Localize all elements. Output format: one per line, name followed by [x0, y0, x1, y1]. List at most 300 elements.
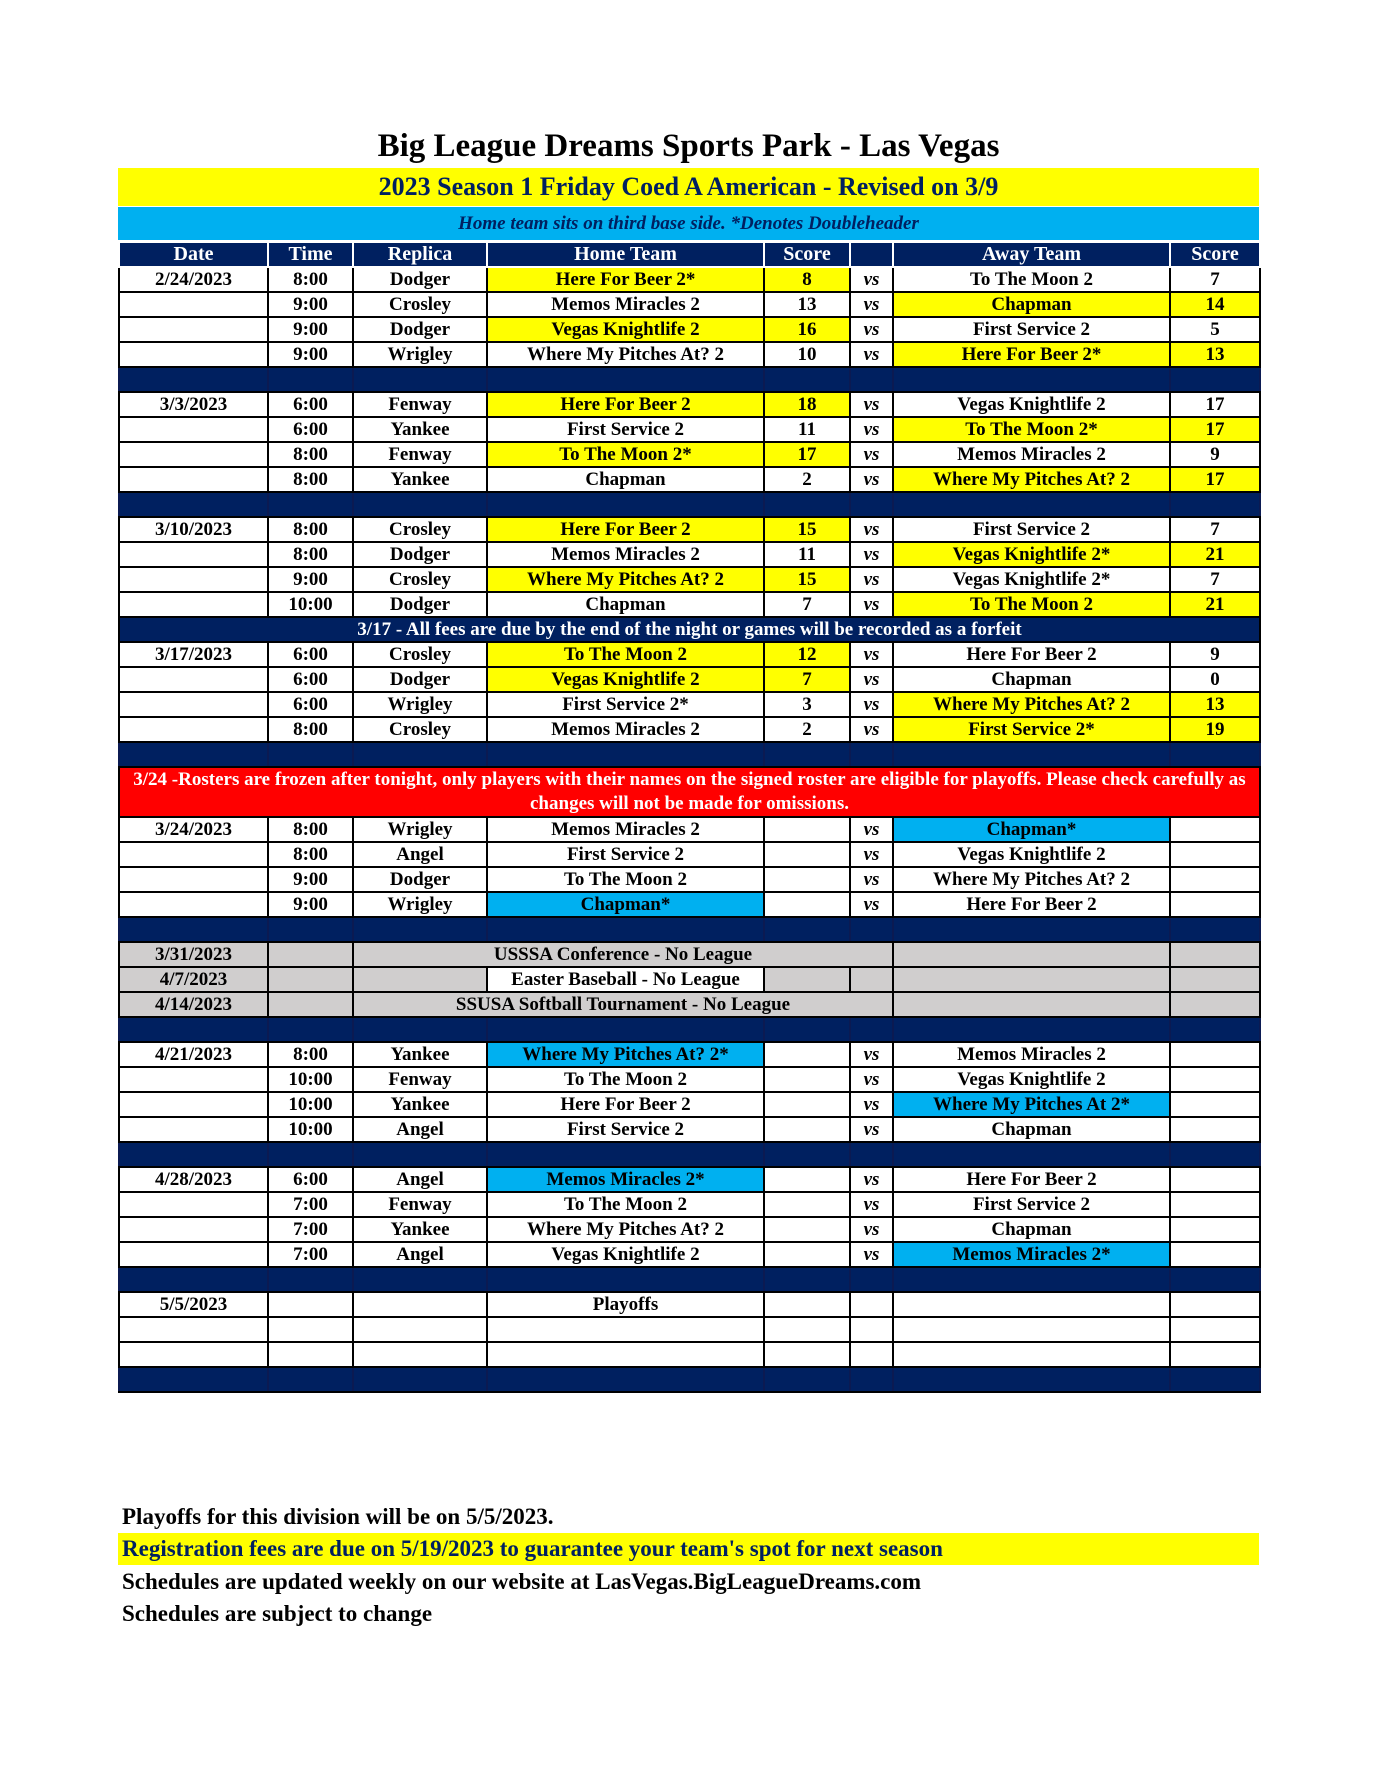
away-score: 21 — [1170, 592, 1260, 617]
vs-label: vs — [850, 567, 893, 592]
score-cell — [1170, 992, 1260, 1017]
vs-label: vs — [850, 817, 893, 842]
game-date: 3/31/2023 — [119, 942, 268, 967]
game-date: 5/5/2023 — [119, 1292, 268, 1317]
away-team: Chapman* — [893, 817, 1170, 842]
field-replica: Yankee — [353, 1217, 487, 1242]
footer-registration-note: Registration fees are due on 5/19/2023 to guarantee your team's spot for next season — [118, 1533, 1259, 1565]
footer-website-note: Schedules are updated weekly on our website at LasVegas.BigLeagueDreams.com — [122, 1569, 922, 1594]
game-date — [119, 542, 268, 567]
game-row — [119, 867, 1260, 892]
vs-label: vs — [850, 392, 893, 417]
game-date: 3/17/2023 — [119, 642, 268, 667]
home-team: To The Moon 2 — [487, 1192, 764, 1217]
away-score — [1170, 1042, 1260, 1067]
game-row — [119, 342, 1260, 367]
away-score: 17 — [1170, 467, 1260, 492]
game-row — [119, 1292, 1260, 1317]
field-replica: Wrigley — [353, 692, 487, 717]
home-score — [764, 867, 850, 892]
fee-notice-row — [119, 617, 1260, 642]
game-time — [268, 1317, 353, 1342]
separator-cell — [764, 1367, 850, 1392]
game-time: 8:00 — [268, 517, 353, 542]
time-cell — [268, 942, 353, 967]
separator-cell — [893, 917, 1170, 942]
home-score — [764, 1042, 850, 1067]
vs-label: vs — [850, 342, 893, 367]
field-replica: Crosley — [353, 517, 487, 542]
home-score — [764, 1217, 850, 1242]
home-score: 3 — [764, 692, 850, 717]
no-league-row — [119, 992, 1260, 1017]
vs-label: vs — [850, 1242, 893, 1267]
separator-cell — [850, 367, 893, 392]
game-date — [119, 1092, 268, 1117]
separator-cell — [353, 1267, 487, 1292]
game-row — [119, 417, 1260, 442]
away-score — [1170, 842, 1260, 867]
no-league-row — [119, 942, 1260, 967]
week-separator-row — [119, 917, 1260, 942]
vs-label: vs — [850, 1117, 893, 1142]
no-league-text: USSSA Conference - No League — [353, 942, 893, 967]
away-team: Vegas Knightlife 2* — [893, 542, 1170, 567]
home-score: 17 — [764, 442, 850, 467]
home-score: 11 — [764, 417, 850, 442]
home-score — [764, 1317, 850, 1342]
away-team: First Service 2 — [893, 317, 1170, 342]
header-away-team: Away Team — [893, 242, 1170, 267]
season-banner: 2023 Season 1 Friday Coed A American - Revised on 3/9 — [118, 168, 1259, 206]
game-date — [119, 317, 268, 342]
field-replica: Crosley — [353, 717, 487, 742]
home-team: Where My Pitches At? 2 — [487, 567, 764, 592]
away-score — [1170, 1292, 1260, 1317]
home-team: Here For Beer 2 — [487, 392, 764, 417]
game-time: 6:00 — [268, 392, 353, 417]
away-score: 7 — [1170, 267, 1260, 292]
field-replica: Dodger — [353, 317, 487, 342]
vs-label: vs — [850, 867, 893, 892]
home-team: First Service 2* — [487, 692, 764, 717]
separator-cell — [850, 1367, 893, 1392]
no-league-row — [119, 967, 1260, 992]
game-date — [119, 442, 268, 467]
game-date: 2/24/2023 — [119, 267, 268, 292]
vs-label: vs — [850, 1217, 893, 1242]
field-replica: Yankee — [353, 1092, 487, 1117]
vs-label: vs — [850, 542, 893, 567]
game-row — [119, 1042, 1260, 1067]
game-time: 6:00 — [268, 667, 353, 692]
separator-cell — [1170, 917, 1260, 942]
separator-cell — [268, 1142, 353, 1167]
home-team: To The Moon 2 — [487, 1067, 764, 1092]
away-team: Vegas Knightlife 2 — [893, 392, 1170, 417]
home-score: 8 — [764, 267, 850, 292]
home-score — [764, 1292, 850, 1317]
separator-cell — [850, 1267, 893, 1292]
game-date: 4/7/2023 — [119, 967, 268, 992]
away-score — [1170, 1242, 1260, 1267]
home-score: 10 — [764, 342, 850, 367]
week-separator-row — [119, 1017, 1260, 1042]
separator-cell — [1170, 492, 1260, 517]
separator-cell — [268, 1267, 353, 1292]
separator-cell — [119, 492, 268, 517]
home-team: To The Moon 2* — [487, 442, 764, 467]
separator-cell — [268, 492, 353, 517]
field-replica: Wrigley — [353, 817, 487, 842]
week-separator-row — [119, 1142, 1260, 1167]
game-date: 4/14/2023 — [119, 992, 268, 1017]
schedule-body — [119, 267, 1260, 1392]
vs-label: vs — [850, 667, 893, 692]
field-replica: Fenway — [353, 1192, 487, 1217]
game-time: 9:00 — [268, 867, 353, 892]
away-team: Chapman — [893, 1117, 1170, 1142]
vs-label: vs — [850, 317, 893, 342]
home-team: Vegas Knightlife 2 — [487, 1242, 764, 1267]
score-cell — [1170, 942, 1260, 967]
game-row — [119, 592, 1260, 617]
game-date — [119, 292, 268, 317]
header-away-score: Score — [1170, 242, 1260, 267]
home-score: 7 — [764, 667, 850, 692]
game-date — [119, 1242, 268, 1267]
game-row — [119, 817, 1260, 842]
game-row — [119, 267, 1260, 292]
game-time: 8:00 — [268, 842, 353, 867]
separator-cell — [487, 742, 764, 767]
game-time: 8:00 — [268, 542, 353, 567]
game-date — [119, 567, 268, 592]
home-team: Where My Pitches At? 2* — [487, 1042, 764, 1067]
game-row — [119, 1217, 1260, 1242]
field-replica: Dodger — [353, 867, 487, 892]
game-time: 6:00 — [268, 642, 353, 667]
game-time: 7:00 — [268, 1217, 353, 1242]
game-time: 10:00 — [268, 1117, 353, 1142]
away-score — [1170, 1167, 1260, 1192]
home-score: 15 — [764, 567, 850, 592]
away-score: 21 — [1170, 542, 1260, 567]
info-banner: Home team sits on third base side. *Denotes Doubleheader — [118, 207, 1259, 240]
separator-cell — [764, 1017, 850, 1042]
game-row — [119, 542, 1260, 567]
separator-cell — [353, 742, 487, 767]
page-title: Big League Dreams Sports Park - Las Vegas — [377, 128, 1000, 164]
separator-cell — [1170, 367, 1260, 392]
home-score: 2 — [764, 717, 850, 742]
field-replica — [353, 1317, 487, 1342]
vs-label: vs — [850, 1192, 893, 1217]
separator-cell — [353, 1017, 487, 1042]
game-row — [119, 692, 1260, 717]
away-score — [1170, 1192, 1260, 1217]
away-team: Here For Beer 2 — [893, 892, 1170, 917]
game-date — [119, 1217, 268, 1242]
home-score: 15 — [764, 517, 850, 542]
game-time — [268, 1292, 353, 1317]
vs-label — [850, 1292, 893, 1317]
field-replica: Wrigley — [353, 342, 487, 367]
game-time: 10:00 — [268, 1067, 353, 1092]
separator-cell — [1170, 1017, 1260, 1042]
game-date: 3/10/2023 — [119, 517, 268, 542]
game-date — [119, 467, 268, 492]
game-row — [119, 567, 1260, 592]
game-row — [119, 317, 1260, 342]
home-score: 2 — [764, 467, 850, 492]
no-league-text: SSUSA Softball Tournament - No League — [353, 992, 893, 1017]
home-score: 12 — [764, 642, 850, 667]
game-date: 3/24/2023 — [119, 817, 268, 842]
field-replica — [353, 1292, 487, 1317]
away-team: Chapman — [893, 667, 1170, 692]
separator-cell — [119, 1142, 268, 1167]
home-team: Memos Miracles 2 — [487, 542, 764, 567]
game-row — [119, 1067, 1260, 1092]
vs-label: vs — [850, 892, 893, 917]
separator-cell — [850, 917, 893, 942]
game-row — [119, 1117, 1260, 1142]
vs-label: vs — [850, 292, 893, 317]
field-replica: Angel — [353, 1242, 487, 1267]
week-separator-row — [119, 367, 1260, 392]
separator-cell — [353, 492, 487, 517]
home-team: To The Moon 2 — [487, 867, 764, 892]
home-team: Memos Miracles 2 — [487, 717, 764, 742]
field-replica: Dodger — [353, 542, 487, 567]
game-row — [119, 442, 1260, 467]
separator-cell — [893, 1017, 1170, 1042]
header-date: Date — [119, 242, 268, 267]
vs-label: vs — [850, 842, 893, 867]
home-score: 16 — [764, 317, 850, 342]
game-date — [119, 592, 268, 617]
vs-label: vs — [850, 467, 893, 492]
footer-playoffs-note: Playoffs for this division will be on 5/5/2023. — [122, 1504, 554, 1529]
separator-cell — [850, 492, 893, 517]
away-team: Chapman — [893, 1217, 1170, 1242]
game-date — [119, 417, 268, 442]
separator-cell — [268, 1367, 353, 1392]
away-team: Memos Miracles 2 — [893, 1042, 1170, 1067]
home-team — [487, 1317, 764, 1342]
no-league-text: Easter Baseball - No League — [487, 967, 764, 992]
field-replica: Fenway — [353, 1067, 487, 1092]
separator-cell — [850, 1017, 893, 1042]
game-row — [119, 517, 1260, 542]
away-score — [1170, 1217, 1260, 1242]
away-score: 7 — [1170, 567, 1260, 592]
away-cell — [893, 967, 1170, 992]
home-score — [764, 1117, 850, 1142]
game-date: 4/21/2023 — [119, 1042, 268, 1067]
away-score — [1170, 817, 1260, 842]
away-team: Vegas Knightlife 2 — [893, 842, 1170, 867]
separator-cell — [893, 367, 1170, 392]
fee-notice-text: 3/17 - All fees are due by the end of the night or games will be recorded as a forfeit — [119, 617, 1260, 642]
separator-cell — [487, 1367, 764, 1392]
separator-cell — [893, 1267, 1170, 1292]
field-replica: Crosley — [353, 567, 487, 592]
game-date — [119, 1317, 268, 1342]
away-score: 19 — [1170, 717, 1260, 742]
header-replica: Replica — [353, 242, 487, 267]
game-time — [268, 1342, 353, 1367]
game-row — [119, 892, 1260, 917]
field-replica: Fenway — [353, 442, 487, 467]
week-separator-row — [119, 1367, 1260, 1392]
vs-label: vs — [850, 442, 893, 467]
game-date — [119, 867, 268, 892]
game-row — [119, 717, 1260, 742]
field-replica: Dodger — [353, 667, 487, 692]
home-score — [764, 1342, 850, 1367]
field-replica: Wrigley — [353, 892, 487, 917]
replica-cell — [353, 967, 487, 992]
away-team: To The Moon 2 — [893, 267, 1170, 292]
home-score: 13 — [764, 292, 850, 317]
game-time: 7:00 — [268, 1242, 353, 1267]
away-score — [1170, 867, 1260, 892]
vs-label: vs — [850, 1042, 893, 1067]
header-home-team: Home Team — [487, 242, 764, 267]
game-date — [119, 692, 268, 717]
away-score: 9 — [1170, 442, 1260, 467]
home-score — [764, 1167, 850, 1192]
separator-cell — [487, 1017, 764, 1042]
home-team: First Service 2 — [487, 417, 764, 442]
game-time: 9:00 — [268, 567, 353, 592]
away-score: 5 — [1170, 317, 1260, 342]
home-team: Vegas Knightlife 2 — [487, 667, 764, 692]
header-vs — [850, 242, 893, 267]
field-replica: Fenway — [353, 392, 487, 417]
game-time: 8:00 — [268, 267, 353, 292]
game-date — [119, 1067, 268, 1092]
game-row — [119, 1242, 1260, 1267]
away-team: Where My Pitches At? 2 — [893, 867, 1170, 892]
vs-label: vs — [850, 592, 893, 617]
roster-alert-row — [119, 767, 1260, 817]
away-score: 0 — [1170, 667, 1260, 692]
home-score: 7 — [764, 592, 850, 617]
game-date — [119, 892, 268, 917]
away-team: Here For Beer 2 — [893, 642, 1170, 667]
vs-label — [850, 1317, 893, 1342]
home-score — [764, 892, 850, 917]
game-row — [119, 392, 1260, 417]
game-row — [119, 667, 1260, 692]
away-team: To The Moon 2* — [893, 417, 1170, 442]
game-row — [119, 1092, 1260, 1117]
separator-cell — [1170, 742, 1260, 767]
away-score — [1170, 1067, 1260, 1092]
home-team: Chapman — [487, 467, 764, 492]
home-team: First Service 2 — [487, 1117, 764, 1142]
game-row — [119, 1192, 1260, 1217]
game-date: 4/28/2023 — [119, 1167, 268, 1192]
away-team: First Service 2 — [893, 1192, 1170, 1217]
game-time: 8:00 — [268, 1042, 353, 1067]
field-replica: Yankee — [353, 467, 487, 492]
separator-cell — [764, 492, 850, 517]
separator-cell — [764, 1142, 850, 1167]
field-replica: Dodger — [353, 592, 487, 617]
separator-cell — [268, 1017, 353, 1042]
field-replica: Yankee — [353, 417, 487, 442]
away-team — [893, 1317, 1170, 1342]
home-team: First Service 2 — [487, 842, 764, 867]
home-team: Where My Pitches At? 2 — [487, 1217, 764, 1242]
vs-cell — [850, 967, 893, 992]
game-date — [119, 842, 268, 867]
game-date — [119, 667, 268, 692]
away-team: Where My Pitches At? 2 — [893, 467, 1170, 492]
away-team: First Service 2* — [893, 717, 1170, 742]
score-cell — [1170, 967, 1260, 992]
footer-change-note: Schedules are subject to change — [122, 1601, 433, 1626]
vs-label: vs — [850, 267, 893, 292]
game-time: 10:00 — [268, 1092, 353, 1117]
game-date — [119, 1192, 268, 1217]
away-score: 13 — [1170, 692, 1260, 717]
field-replica: Angel — [353, 1117, 487, 1142]
score-cell — [764, 967, 850, 992]
game-time: 7:00 — [268, 1192, 353, 1217]
field-replica: Dodger — [353, 267, 487, 292]
game-date — [119, 717, 268, 742]
game-row — [119, 1342, 1260, 1367]
week-separator-row — [119, 742, 1260, 767]
home-team: Vegas Knightlife 2 — [487, 317, 764, 342]
separator-cell — [353, 1142, 487, 1167]
game-time: 6:00 — [268, 1167, 353, 1192]
game-time: 8:00 — [268, 442, 353, 467]
game-time: 9:00 — [268, 317, 353, 342]
header-home-score: Score — [764, 242, 850, 267]
header-row — [119, 242, 1260, 267]
vs-label: vs — [850, 1067, 893, 1092]
separator-cell — [893, 742, 1170, 767]
separator-cell — [764, 1267, 850, 1292]
separator-cell — [893, 1367, 1170, 1392]
time-cell — [268, 967, 353, 992]
separator-cell — [1170, 1142, 1260, 1167]
separator-cell — [353, 1367, 487, 1392]
away-team: First Service 2 — [893, 517, 1170, 542]
separator-cell — [487, 1142, 764, 1167]
separator-cell — [119, 367, 268, 392]
away-score — [1170, 1092, 1260, 1117]
away-team: Here For Beer 2* — [893, 342, 1170, 367]
separator-cell — [1170, 1267, 1260, 1292]
time-cell — [268, 992, 353, 1017]
roster-alert-text: 3/24 -Rosters are frozen after tonight, only players with their names on the signed roster are eligible for playoffs. Please check carefully as changes will not be made for omissions. — [119, 767, 1260, 817]
separator-cell — [268, 367, 353, 392]
home-team — [487, 1342, 764, 1367]
home-score — [764, 1192, 850, 1217]
field-replica: Yankee — [353, 1042, 487, 1067]
away-score — [1170, 1342, 1260, 1367]
home-team: Here For Beer 2 — [487, 517, 764, 542]
separator-cell — [119, 1017, 268, 1042]
home-score: 18 — [764, 392, 850, 417]
